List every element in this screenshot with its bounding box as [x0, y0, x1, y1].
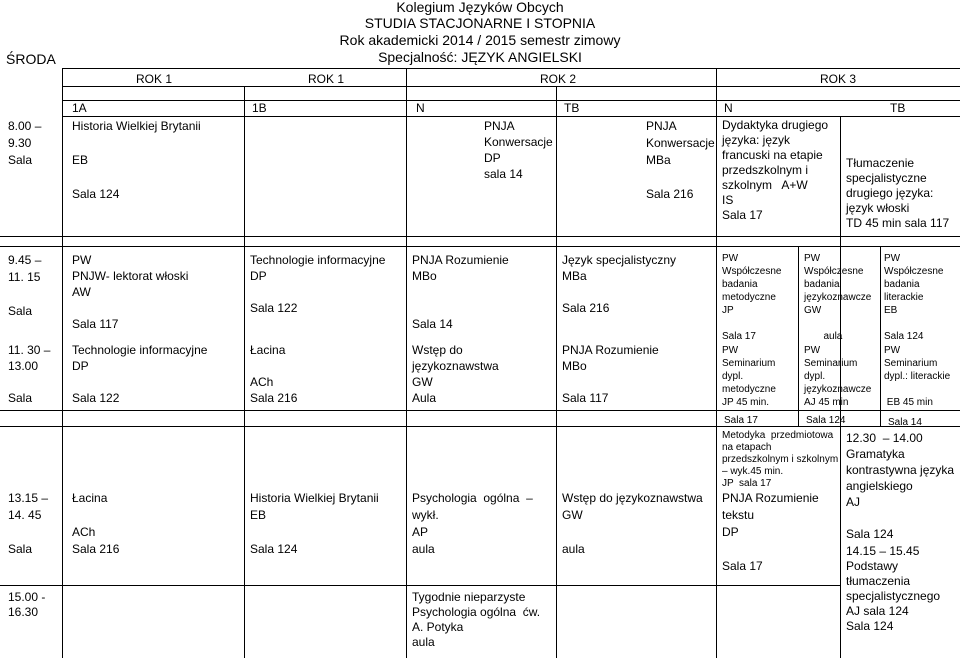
divider — [0, 410, 960, 411]
class-cell: PNJA Konwersacje MBa Sala 216 — [646, 119, 715, 201]
class-cell: PW Współczesne badania literackie EB Sala 124 — [884, 253, 944, 342]
group-header: TB — [564, 101, 580, 115]
class-cell: Historia Wielkiej Brytanii EB Sala 124 — [250, 491, 379, 556]
class-cell: Dydaktyka drugiego języka: język francuski na etapie przedszkolnym i szkolnym A+W IS Sala 17 — [722, 118, 829, 222]
school-name: Kolegium Języków Obcych — [396, 0, 564, 15]
class-cell: 12.30 – 14.00 Gramatyka kontrastywna języka angielskiego AJ Sala 124 — [846, 431, 955, 541]
class-cell: Technologie informacyjne DP Sala 122 — [250, 253, 386, 315]
divider — [0, 236, 960, 237]
divider — [0, 246, 960, 247]
divider — [62, 116, 960, 117]
academic-year: Rok akademicki 2014 / 2015 semestr zimowy — [339, 32, 621, 48]
group-header: TB — [890, 101, 906, 115]
class-cell: PNJA Rozumienie MBo Sala 117 — [562, 343, 659, 405]
time-slot: 13.15 – 14. 45 Sala — [8, 491, 49, 556]
time-slot: 11. 30 – 13.00 Sala — [8, 343, 51, 405]
class-cell: PW Współczesne badania językoznawcze GW aula — [804, 253, 872, 342]
class-cell: Język specjalistyczny MBa Sala 216 — [562, 253, 677, 315]
divider — [62, 86, 960, 87]
room-label: Sala 14 — [888, 417, 922, 428]
time-slot: 9.45 – 11. 15 Sala — [8, 253, 42, 318]
divider — [62, 68, 960, 69]
class-cell: 14.15 – 15.45 Podstawy tłumaczenia specjalistycznego AJ sala 124 Sala 124 — [846, 544, 941, 633]
study-mode: STUDIA STACJONARNE I STOPNIA — [364, 15, 596, 31]
divider — [556, 86, 557, 658]
year-header: ROK 1 — [308, 72, 345, 86]
class-cell: Historia Wielkiej Brytanii EB Sala 124 — [72, 119, 201, 201]
class-cell: PNJA Rozumienie tekstu DP Sala 17 — [722, 491, 819, 573]
divider — [716, 68, 717, 658]
day-label: ŚRODA — [6, 51, 56, 67]
divider — [880, 246, 881, 426]
room-label: Sala 17 — [724, 415, 758, 426]
specialty: Specjalność: JĘZYK ANGIELSKI — [378, 49, 582, 65]
class-cell: Tygodnie nieparzyste Psychologia ogólna ćw. A. Potyka aula — [412, 590, 541, 649]
divider — [62, 68, 63, 658]
class-cell: Łacina ACh Sala 216 — [250, 343, 298, 405]
group-header: N — [416, 101, 425, 115]
group-header: 1B — [252, 101, 267, 115]
class-cell: Metodyka przedmiotowa na etapach przedszkolnym i szkolnym – wyk.45 min. JP sala 17 — [722, 430, 839, 489]
class-cell: PW Seminarium dypl. metodyczne JP 45 min. — [722, 345, 776, 408]
year-header: ROK 3 — [820, 72, 857, 86]
divider — [406, 68, 407, 658]
divider — [244, 86, 245, 658]
group-header: 1A — [72, 101, 87, 115]
year-header: ROK 1 — [136, 72, 173, 86]
class-cell: PNJA Rozumienie MBo Sala 14 — [412, 253, 509, 331]
class-cell: PW Współczesne badania metodyczne JP Sala 17 — [722, 253, 782, 342]
class-cell: Technologie informacyjne DP Sala 122 — [72, 343, 208, 405]
time-slot: 15.00 - 16.30 — [8, 590, 46, 619]
class-cell: Wstęp do językoznawstwa GW aula — [562, 491, 703, 556]
year-header: ROK 2 — [540, 72, 577, 86]
class-cell: Łacina ACh Sala 216 — [72, 491, 120, 556]
divider — [0, 585, 840, 586]
class-cell: PW PNJW- lektorat włoski AW Sala 117 — [72, 253, 189, 331]
class-cell: PW Seminarium dypl.: literackie EB 45 min — [884, 345, 951, 408]
group-header: N — [724, 101, 733, 115]
time-slot: 8.00 – 9.30 Sala — [8, 119, 42, 167]
class-cell: PNJA Konwersacje DP sala 14 — [484, 119, 553, 181]
class-cell: Tłumaczenie specjalistyczne drugiego języka: język włoski TD 45 min sala 117 — [846, 156, 950, 230]
divider — [62, 100, 960, 101]
class-cell: Psychologia ogólna – wykł. AP aula — [412, 491, 533, 556]
class-cell: PW Seminarium dypl. językoznawcze AJ 45 min — [804, 345, 872, 408]
class-cell: Wstęp do językoznawstwa GW Aula — [412, 343, 499, 405]
room-label: Sala 124 — [806, 415, 846, 426]
divider — [798, 246, 799, 426]
